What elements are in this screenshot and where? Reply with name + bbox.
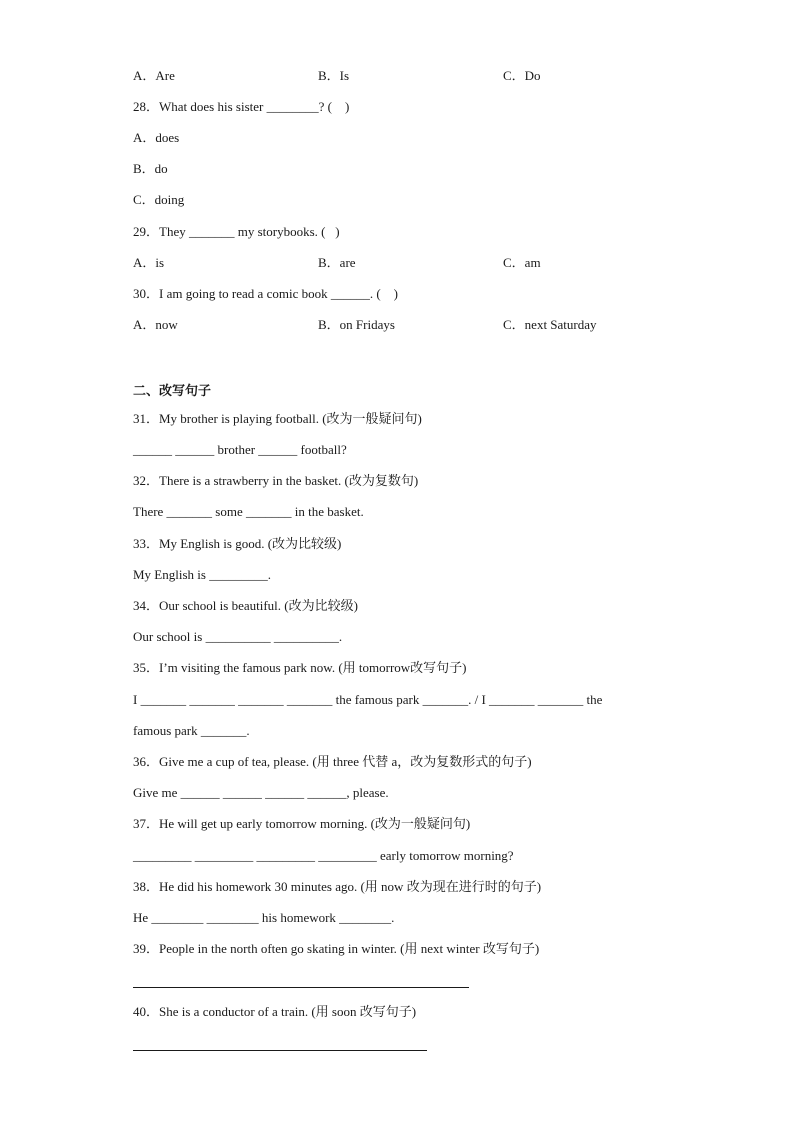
q30-option-b: B．on Fridays [318,317,395,332]
q29-option-c: C．am [503,255,541,270]
q36-answer: Give me ______ ______ ______ ______, please. [133,785,389,800]
q40-answer-line [133,1050,427,1051]
q38-stem: 38．He did his homework 30 minutes ago. (用 now 改为现在进行时的句子) [133,879,542,894]
q28-stem: 28．What does his sister ________? ( ) [133,99,350,114]
q34-answer: Our school is __________ __________. [133,629,343,644]
q35-stem: 35．I’m visiting the famous park now. (用 tomorrow改写句子) [133,660,467,675]
q30-stem: 30．I am going to read a comic book ______. ( ) [133,286,398,301]
q31-stem: 31．My brother is playing football. (改为一般疑问句) [133,411,422,426]
q33-answer: My English is _________. [133,567,271,582]
q35-answer-continued: famous park _______. [133,723,250,738]
q39-stem: 39．People in the north often go skating in winter. (用 next winter 改写句子) [133,941,540,956]
q37-stem: 37．He will get up early tomorrow morning. (改为一般疑问句) [133,816,471,831]
q28-option-c: C．doing [133,192,185,207]
q33-stem: 33．My English is good. (改为比较级) [133,536,342,551]
q27-option-c: C．Do [503,68,541,83]
q29-option-b: B．are [318,255,356,270]
q27-option-a: A．Are [133,68,175,83]
q36-stem: 36．Give me a cup of tea, please. (用 three 代替 a，改为复数形式的句子) [133,754,532,769]
q29-stem: 29．They _______ my storybooks. ( ) [133,224,340,239]
q38-answer: He ________ ________ his homework ________. [133,910,395,925]
q28-option-b: B．do [133,161,168,176]
q32-stem: 32．There is a strawberry in the basket. (改为复数句) [133,473,419,488]
q37-answer: _________ _________ _________ _________ early tomorrow morning? [133,848,514,863]
q30-option-a: A．now [133,317,178,332]
q29-option-a: A．is [133,255,165,270]
q27-option-b: B．Is [318,68,350,83]
q32-answer: There _______ some _______ in the basket. [133,504,364,519]
section-title: 二、改写句子 [133,384,212,399]
q31-answer: ______ ______ brother ______ football? [133,442,347,457]
q28-option-a: A．does [133,130,180,145]
q30-option-c: C．next Saturday [503,317,597,332]
q39-answer-line [133,987,469,988]
q40-stem: 40．She is a conductor of a train. (用 soon 改写句子) [133,1004,417,1019]
q35-answer: I _______ _______ _______ _______ the famous park _______. / I _______ _______ the [133,692,603,707]
q34-stem: 34．Our school is beautiful. (改为比较级) [133,598,358,613]
